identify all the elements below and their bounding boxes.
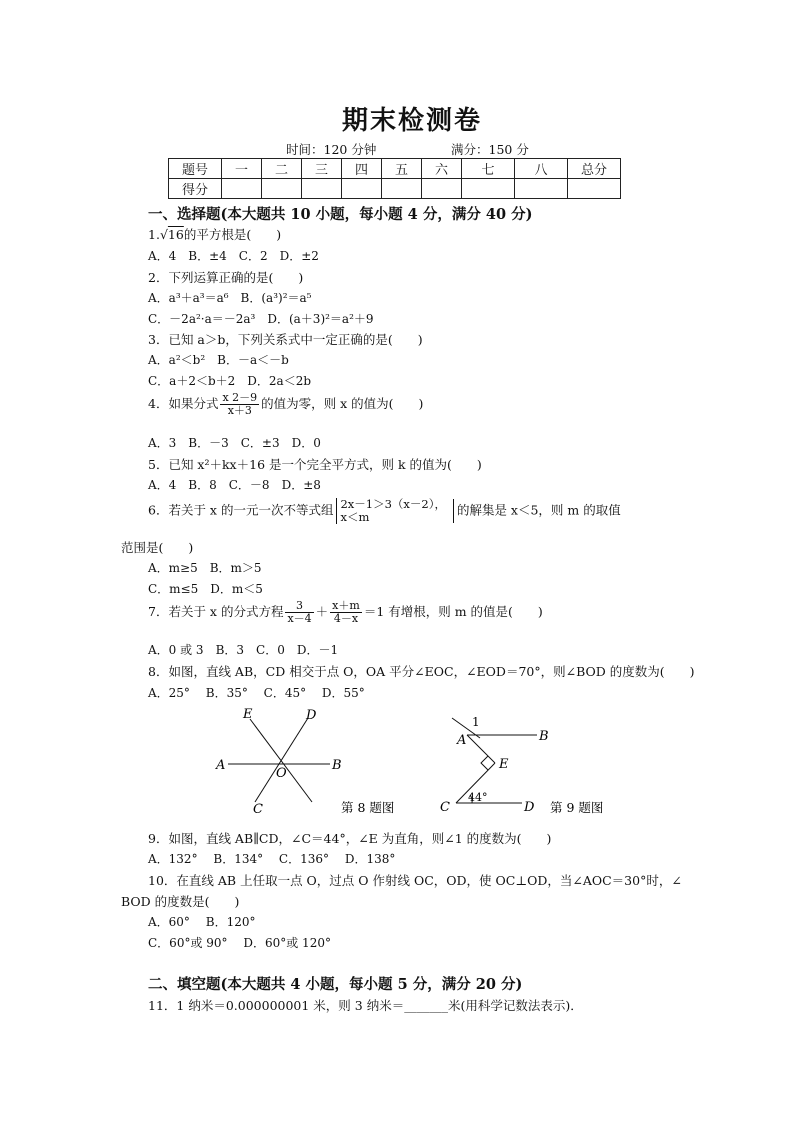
score-input-cell[interactable] (382, 179, 422, 199)
question-7 (148, 600, 543, 625)
score-input-cell[interactable] (515, 179, 568, 199)
score-input-cell[interactable] (222, 179, 262, 199)
angle-44: 44° (468, 791, 488, 804)
score-cell: 三 (302, 159, 342, 179)
score-cell: 五 (382, 159, 422, 179)
q8-options: A．25° B．35° C．45° D．55° (148, 686, 365, 700)
score-cell: 二 (262, 159, 302, 179)
q2-options-2: C．－2a²·a＝－2a³ D．(a＋3)²＝a²＋9 (148, 312, 374, 326)
figure-9 (440, 705, 630, 820)
question-2: 2．下列运算正确的是( ) (148, 270, 304, 285)
score-cell: 四 (342, 159, 382, 179)
q1-radicand: 16 (167, 227, 184, 242)
question-6 (148, 498, 621, 524)
label-b: B (539, 729, 549, 744)
page-title: 期末检测卷 (341, 106, 482, 136)
line-cd (255, 718, 308, 802)
q7-suffix: ＝1 有增根，则 m 的值是( ) (363, 604, 543, 619)
q6-continuation: 范围是( ) (121, 540, 194, 555)
q1-prefix: 1. (148, 227, 160, 242)
score-input-cell[interactable] (262, 179, 302, 199)
q7-fraction-2 (330, 600, 362, 625)
q7-options: A．0 或 3 B．3 C．0 D．－1 (148, 643, 339, 657)
q7-plus: ＋ (315, 604, 329, 619)
score-input-cell[interactable] (302, 179, 342, 199)
q7-f1-numerator: 3 (285, 600, 313, 613)
score-table-score-row (169, 179, 621, 199)
section2-heading: 二、填空题(本大题共 4 小题，每小题 5 分，满分 20 分) (148, 976, 523, 993)
question-11: 11．1 纳米＝0.000000001 米，则 3 纳米＝_______米(用科学记数法表示)． (148, 998, 583, 1013)
label-e: E (243, 707, 253, 722)
score-row-label: 得分 (169, 179, 222, 199)
label-e: E (499, 757, 509, 772)
q7-f1-denominator: x－4 (287, 612, 312, 625)
score-cell: 题号 (169, 159, 222, 179)
q6-suffix: 的解集是 x＜5，则 m 的取值 (456, 502, 621, 518)
score-table-header-row (169, 159, 621, 179)
question-4 (148, 392, 423, 417)
exam-time: 时间：120 分钟 (286, 142, 377, 157)
q4-numerator: x 2－9 (222, 391, 258, 404)
q5-options: A．4 B．8 C．－8 D．±8 (148, 478, 321, 492)
q9-options: A．132° B．134° C．136° D．138° (148, 852, 396, 866)
sqrt-sign: √ (159, 227, 168, 242)
q1-suffix: 的平方根是( ) (183, 227, 282, 242)
score-cell: 七 (462, 159, 515, 179)
q6-prefix: 6．若关于 x 的一元一次不等式组 (148, 502, 334, 518)
score-cell: 总分 (568, 159, 621, 179)
q4-fraction (220, 392, 259, 417)
q2-options-1: A．a³＋a³＝a⁶ B．(a³)²＝a⁵ (148, 291, 312, 305)
q6-inequality-system (336, 498, 446, 524)
label-c: C (440, 800, 450, 815)
q3-options-2: C．a＋2＜b＋2 D．2a＜2b (148, 374, 312, 388)
segment-ae (467, 735, 495, 763)
q4-suffix: 的值为零，则 x 的值为( ) (261, 396, 424, 411)
q7-prefix: 7．若关于 x 的分式方程 (148, 604, 284, 619)
q10-options-1: A．60° B．120° (148, 915, 256, 929)
score-input-cell[interactable] (462, 179, 515, 199)
q6-system-close (449, 499, 454, 523)
question-5: 5．已知 x²＋kx＋16 是一个完全平方式，则 k 的值为( ) (148, 457, 482, 472)
label-a: A (216, 758, 226, 773)
question-3: 3．已知 a＞b，下列关系式中一定正确的是( ) (148, 332, 423, 347)
question-1 (148, 225, 281, 243)
fig8-caption: 第 8 题图 (341, 800, 395, 815)
question-10: 10．在直线 AB 上任取一点 O，过点 O 作射线 OC，OD，使 OC⊥OD，当∠AOC＝30°时，∠ (148, 873, 682, 888)
section1-heading: 一、选择题(本大题共 10 小题，每小题 4 分，满分 40 分) (148, 206, 533, 223)
q6-options-2: C．m≤5 D．m＜5 (148, 582, 263, 596)
q7-f2-denominator: 4－x (333, 612, 359, 625)
score-cell: 一 (222, 159, 262, 179)
q4-options: A．3 B．－3 C．±3 D．0 (148, 436, 321, 450)
q10-continuation: BOD 的度数是( ) (121, 894, 240, 909)
q7-f2-numerator: x＋m (332, 599, 360, 612)
exam-full-score: 满分：150 分 (451, 142, 529, 157)
q10-options-2: C．60°或 90° D．60°或 120° (148, 936, 331, 950)
question-8: 8．如图，直线 AB，CD 相交于点 O，OA 平分∠EOC，∠EOD＝70°，则∠BOD 的度数为( ) (148, 664, 695, 679)
q4-denominator: x＋3 (227, 404, 252, 417)
q6-line1: 2x－1＞3（x－2）， (340, 497, 446, 511)
q6-options-1: A．m≥5 B．m＞5 (148, 561, 262, 575)
q6-line2: x＜m (340, 510, 370, 524)
label-d: D (306, 708, 317, 723)
score-table (168, 158, 621, 199)
question-9: 9．如图，直线 AB∥CD，∠C＝44°，∠E 为直角，则∠1 的度数为( ) (148, 831, 552, 846)
q4-prefix: 4．如果分式 (148, 396, 219, 411)
q3-options-1: A．a²＜b² B．－a＜－b (148, 353, 289, 367)
label-d: D (524, 800, 535, 815)
score-input-cell[interactable] (422, 179, 462, 199)
score-input-cell[interactable] (342, 179, 382, 199)
fig9-caption: 第 9 题图 (550, 800, 604, 815)
score-cell: 六 (422, 159, 462, 179)
label-a: A (457, 733, 467, 748)
score-cell: 八 (515, 159, 568, 179)
label-o: O (276, 766, 287, 781)
right-angle-mark (481, 756, 488, 770)
label-1: 1 (472, 715, 480, 729)
label-c: C (253, 802, 263, 817)
q1-options: A．4 B．±4 C．2 D．±2 (148, 249, 319, 263)
q7-fraction-1 (285, 600, 313, 625)
figure-8 (210, 705, 420, 820)
label-b: B (332, 758, 342, 773)
score-input-cell[interactable] (568, 179, 621, 199)
